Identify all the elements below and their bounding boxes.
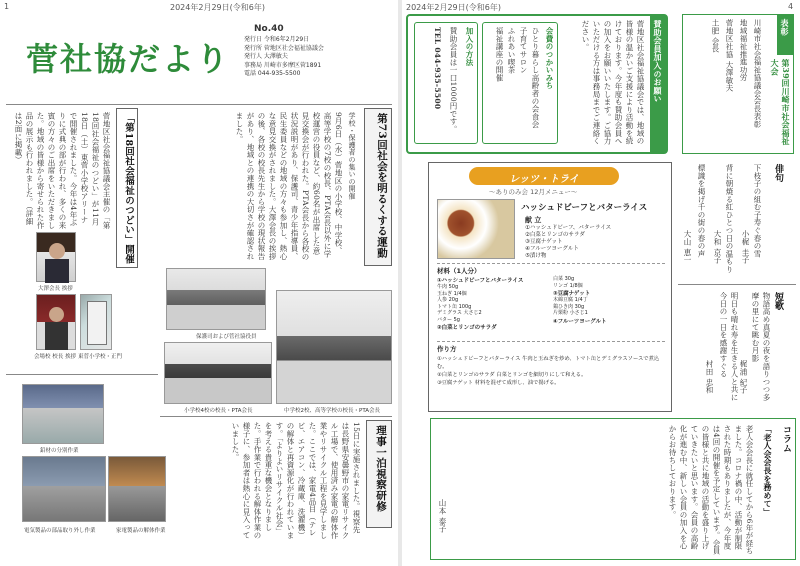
award-heading: 表彰 xyxy=(777,15,793,55)
notice-box xyxy=(406,14,668,154)
info-line: 発行人 大澤敏夫 xyxy=(244,53,288,60)
person-figure xyxy=(45,322,68,350)
menu-item: ③豆腐ナゲット xyxy=(525,239,563,245)
photo-school-gate xyxy=(80,294,112,350)
article-trip-text: 15日に実施されました。視察先は長野県安曇野市の家電リサイクル工場で、使用済み家電の解体作業やリサイクル工程を見学しました。ここでは、家電4品目（テレビ、エアコン、冷蔵庫、洗濯機）の解体と再資源化が行われています。「よりよいリサイクル社会」を考える貴重な機会となりました。手作業で行われる解体作業の様子に、参加者は熱心に見入っていました。 xyxy=(231,422,361,539)
masthead-info xyxy=(244,36,384,79)
ingredients-section: ④フルーツヨーグルト xyxy=(553,318,607,325)
column-text: 老人会会長に就任してから6年が経ちました。コロナ禍の中、活動が制限された時期もありましたが、今年度は4回の開催を予定しています。会員の皆様と共に地域の活動を盛り上げていきたいと思います。会員の高齢化が進む中、新しい会員の加入を心からお待ちしております。 xyxy=(668,425,754,555)
ingredient: 牛肉 50g xyxy=(437,284,459,290)
person-figure xyxy=(49,307,64,322)
award-line: 菅地区社協 大澤敏夫 xyxy=(725,19,734,92)
award-box xyxy=(682,14,794,154)
recipe-banner xyxy=(469,167,619,185)
haiku-author: 小梶 圭子 xyxy=(741,230,750,264)
uses-item: ひとり暮らし高齢者の会食会 xyxy=(531,27,540,129)
caption-greeting-1: 大澤会長 挨拶 xyxy=(38,286,73,292)
caption-meeting-2: 小学校4校の校長・PTA会長 xyxy=(184,408,253,414)
haiku-author: 大山 恵一 xyxy=(683,230,692,264)
method-step: ②白菜とリンゴのサラダ 白菜とリンゴを細切りにして和える。 xyxy=(437,372,587,378)
award-title: 第39回川崎市社会福祉大会 xyxy=(770,59,791,146)
photo-principal-greeting xyxy=(36,294,76,350)
tanka-poem: 物語高め真夏の夜を語りつつ多摩の里にて眺む月影 xyxy=(751,292,771,402)
menu-item: ①ハッシュドビーフ、バターライス xyxy=(525,225,612,231)
uses-item: 福祉講座の開催 xyxy=(495,27,504,82)
gate-sign xyxy=(87,301,107,345)
tanka-heading: 短歌 xyxy=(773,292,783,311)
contact-text: 賛助会員は一口1000円です。 xyxy=(449,27,458,134)
caption-factory-1: 鉛材の分別作業 xyxy=(40,448,79,454)
recipe-subtitle: ～ありのみ会 12月メニュー～ xyxy=(489,188,578,196)
uses-title: 会費のつかいみち xyxy=(545,27,554,90)
article-main-heading: 第73回社会を明るくする運動 xyxy=(376,113,388,258)
haiku-poem: 背に朝焼る紅ひとつ日の温もり xyxy=(725,164,734,274)
page-number: 1 xyxy=(4,2,10,11)
photo-meeting-1 xyxy=(166,268,266,330)
tanka-poem: 明日も晴れ寿を生きる人と共に今日の一日を感謝すぐる xyxy=(719,292,739,402)
info-line: 発行所 菅地区社会福祉協議会 xyxy=(244,44,324,52)
column-title: 「老人会会長を務めて」 xyxy=(763,425,773,517)
photo-factory-2 xyxy=(22,456,106,522)
photo-factory-3 xyxy=(108,456,166,522)
article-trip-heading: 理事一泊視察研修 xyxy=(375,425,387,512)
ingredient: 玉ねぎ 1/4個 xyxy=(437,290,467,297)
caption-factory-2: 電気製品の部品取り外し作業 xyxy=(24,528,96,534)
article-main-text: 9月6日（水）菅地区の小学校、中学校、高等学校の7校の校長、PTA会長以外に学校運営の役員など、約60名が出席した意見交換会が行われた。PTA会長から各校の状況説明があり、保護司、青少年指導員、民生委員などの地域の方々も参加し、熱心な意見交換がされました。大澤会長の挨拶の後、各校の校長先生から学校の現状報告があり、地域との連携の大切さが確認されました。 xyxy=(235,112,343,261)
ingredient: 木綿豆腐 1/4丁 xyxy=(553,297,588,303)
haiku-author: 大和 京子 xyxy=(713,230,722,264)
ingredient: 白菜 30g xyxy=(553,276,575,282)
haiku-heading: 俳句 xyxy=(773,164,783,183)
page-left xyxy=(0,0,398,566)
info-line: 発行日 令和6年2月29日 xyxy=(244,36,310,43)
issue-number: No.40 xyxy=(254,24,284,34)
page-number: 4 xyxy=(788,2,794,11)
uses-box xyxy=(482,22,558,144)
ingredient: トマト缶 100g xyxy=(437,303,472,310)
ingredients-col-2 xyxy=(553,276,665,325)
caption-greeting-2: 会場校 校長 挨拶 xyxy=(34,354,76,360)
ingredients xyxy=(437,263,665,337)
ingredient: 人参 20g xyxy=(437,297,459,303)
haiku-poem: 標識を掲げ千の街の春の声 xyxy=(697,164,706,258)
article-main-subheading: 学校・保護者の集いの開催 xyxy=(348,112,356,200)
masthead xyxy=(6,14,390,102)
ingredients-label: 材料（1人分） xyxy=(437,267,481,275)
method-label: 作り方 xyxy=(437,345,457,353)
person-figure xyxy=(49,243,65,259)
contact-box xyxy=(414,22,478,144)
menu-item: ②白菜とリンゴのサラダ xyxy=(525,232,585,238)
haiku-poem: 下枝子の組む子寿ぐ春の雪 xyxy=(753,164,762,258)
tanka-author: 村田 忠和 xyxy=(705,360,714,394)
ingredient: バター 5g xyxy=(437,316,460,323)
column-heading: コラム xyxy=(781,425,791,453)
recipe-dish: ハッシュドビーフとバターライス xyxy=(521,203,648,213)
article-fest-heading-box xyxy=(116,108,138,268)
menu-item: ⑤漬け物 xyxy=(525,253,547,259)
column-box xyxy=(430,418,796,560)
ingredient: 片栗粉 小さじ1 xyxy=(553,310,588,316)
notice-text: 菅地区社会福祉協議会では、地域の皆様の温かいご支援により活動を続けております。今年度も賛助会員への加入をお願いいたします。ご協力いただける方は事務局までご連絡ください。 xyxy=(581,20,645,145)
masthead-title: 菅社協だより xyxy=(26,40,231,78)
caption-meeting-3: 中学校2校、高等学校の校長・PTA会長 xyxy=(284,408,381,414)
photo-chairman-greeting xyxy=(36,232,76,282)
award-line: 土肥 会長 xyxy=(711,19,720,53)
caption-meeting-1: 保護司および菅社協役員 xyxy=(196,334,257,340)
contact-phone: TEL 044-935-5500 xyxy=(433,27,442,110)
uses-item: 子育てサロン xyxy=(519,27,528,74)
article-main-heading-box xyxy=(364,108,392,266)
ingredient: 鶏ひき肉 30g xyxy=(553,303,585,310)
recipe-box xyxy=(428,162,672,412)
divider xyxy=(160,416,392,417)
award-line: 川崎市社会福祉協議会会長表彰 xyxy=(753,19,762,129)
notice-heading: 賛助会員加入のお願い xyxy=(650,16,666,152)
ingredients-section: ②白菜とリンゴのサラダ xyxy=(437,325,497,331)
contact-title: 加入の方法 xyxy=(465,27,474,66)
method-step: ①ハッシュドビーフとバターライス 牛肉と玉ねぎを炒め、トマト缶とデミグラスソースで煮込む。 xyxy=(437,356,660,370)
ingredients-col-1 xyxy=(437,276,549,331)
tanka-author: 梶浦 紀子 xyxy=(739,360,748,394)
method-step: ③豆腐ナゲット 材料を混ぜて成形し、油で揚げる。 xyxy=(437,380,560,386)
caption-factory-3: 家電製品の解体作業 xyxy=(116,528,166,534)
article-fest-text: 菅地区社会福祉協議会主催の「第18回社会福祉のつどい」が11月18日（土）東菅小学校アリーナで開催されました。今年は4年ぶりに式典の部が行われ、多くの来賓の方々のご出席をいただきました。地域の皆様から寄せられた作品の展示も行われました。（詳細は2面に掲載） xyxy=(14,112,111,229)
photo-factory-1 xyxy=(22,384,104,444)
recipe-title: レッツ・トライ xyxy=(509,174,579,185)
uses-item: ふれあい喫茶 xyxy=(507,27,516,74)
ingredients-section: ③豆腐ナゲット xyxy=(553,291,591,297)
recipe-menu xyxy=(525,225,665,260)
person-figure xyxy=(45,259,69,283)
issue-date: 2024年2月29日(令和6年) xyxy=(406,3,501,12)
recipe-photo xyxy=(437,199,515,259)
article-fest-heading: 「第18回社会福祉のつどい」開催 xyxy=(123,113,134,265)
page-right xyxy=(402,0,800,566)
caption-greeting-3: 東菅小学校・正門 xyxy=(78,354,123,360)
article-trip-heading-box xyxy=(366,420,392,528)
ingredient: デミグラス 大さじ2 xyxy=(437,310,482,316)
menu-item: ④フルーツヨーグルト xyxy=(525,246,579,252)
recipe-menu-label: 献 立 xyxy=(525,216,542,224)
ingredients-section: ①ハッシュドビーフとバターライス xyxy=(437,278,524,284)
ingredient: リンゴ 1/8個 xyxy=(553,282,583,289)
method xyxy=(437,341,665,387)
photo-meeting-3 xyxy=(276,290,392,404)
info-line: 電話 044-935-5500 xyxy=(244,70,301,77)
divider xyxy=(6,104,392,105)
info-line: 事務局 川崎市多摩区菅1891 xyxy=(244,61,322,69)
photo-meeting-2 xyxy=(164,342,272,404)
divider xyxy=(6,374,158,375)
column-author: 山本 泰子 xyxy=(438,499,447,533)
award-line: 地域福祉推進功労 xyxy=(739,19,748,82)
divider xyxy=(678,284,796,285)
issue-date: 2024年2月29日(令和6年) xyxy=(170,3,265,12)
